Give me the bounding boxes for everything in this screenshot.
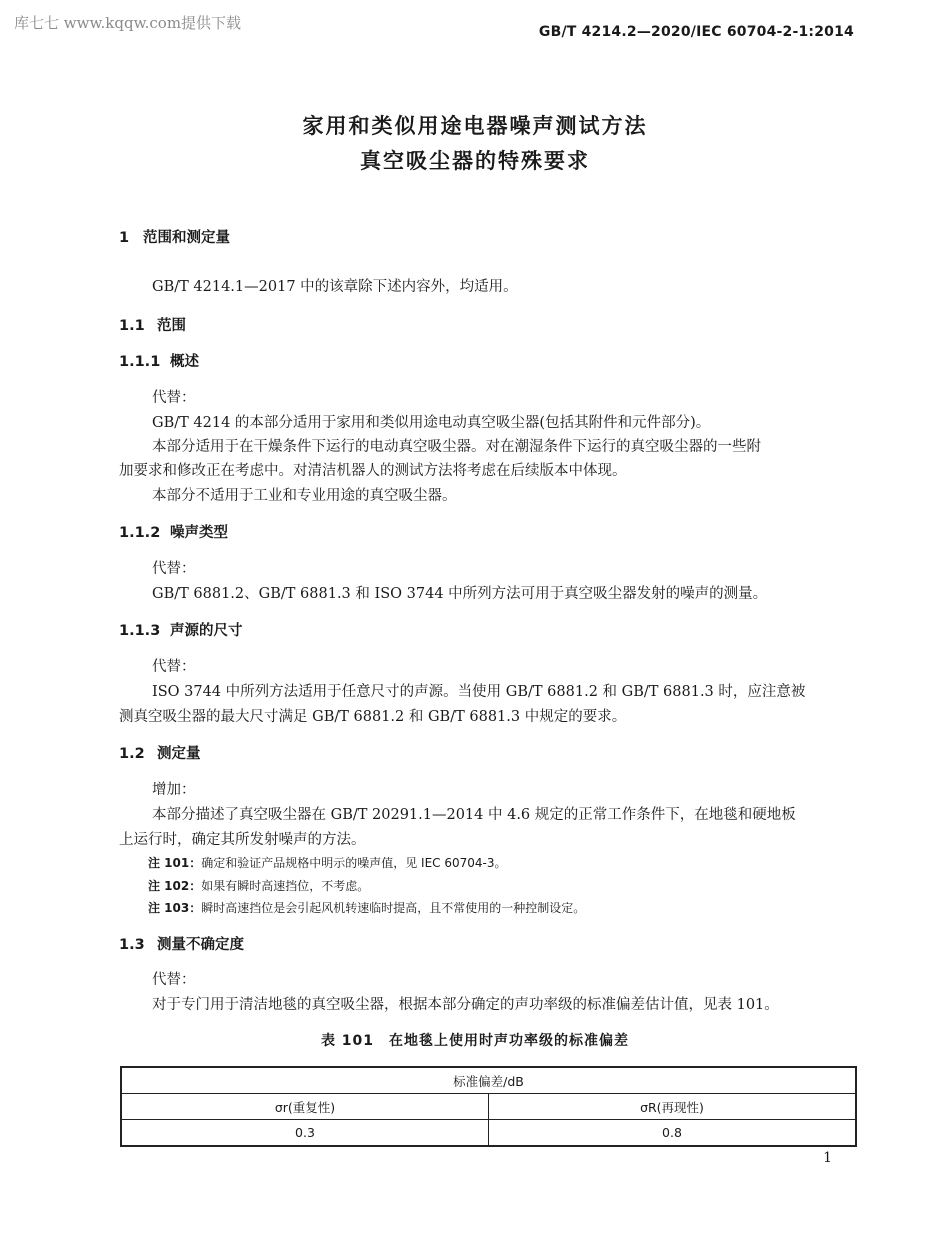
- section-title: 测量不确定度: [157, 937, 244, 953]
- replace-label: 代替：: [152, 659, 196, 675]
- document-title-line1: 家用和类似用途电器噪声测试方法: [302, 114, 648, 138]
- section-number: 1.1: [119, 318, 145, 334]
- section-number: 1.1.1: [119, 354, 161, 370]
- page-number: 1: [823, 1150, 832, 1166]
- paragraph: 本部分不适用于工业和专业用途的真空吸尘器。: [152, 488, 457, 504]
- document-title-line2: 真空吸尘器的特殊要求: [360, 149, 590, 173]
- watermark-text: 库七七 www.kqqw.com提供下载: [14, 14, 242, 32]
- note-text: 确定和验证产品规格中明示的噪声值，见 IEC 60704-3。: [201, 856, 507, 870]
- replace-label: 代替：: [152, 390, 196, 406]
- section-1-3-heading: [119, 933, 244, 954]
- note-101: [148, 854, 507, 871]
- note-102: [148, 877, 369, 894]
- replace-label: 代替：: [152, 561, 196, 577]
- section-number: 1.1.3: [119, 623, 161, 639]
- table-subheader-row: [121, 1094, 856, 1120]
- section-number: 1.3: [119, 937, 145, 953]
- section-title: 噪声类型: [170, 525, 228, 541]
- section-number: 1: [119, 230, 130, 246]
- note-103: [148, 899, 585, 916]
- table-caption: 表 101 在地毯上使用时声功率级的标准偏差: [320, 1033, 630, 1049]
- paragraph: ISO 3744 中所列方法适用于任意尺寸的声源。当使用 GB/T 6881.2 和 GB/T 6881.3 时，应注意被: [152, 684, 806, 700]
- table-101: [120, 1066, 857, 1147]
- add-label: 增加：: [152, 782, 196, 798]
- section-1-2-heading: [119, 742, 201, 763]
- section-title: 范围和测定量: [143, 230, 230, 246]
- table-cell-repeatability: 0.3: [121, 1120, 489, 1147]
- section-1-1-heading: [119, 314, 186, 335]
- section-title: 概述: [170, 354, 199, 370]
- table-row: [121, 1120, 856, 1147]
- paragraph: 对于专门用于清洁地毯的真空吸尘器，根据本部分确定的声功率级的标准偏差估计值，见表 101。: [152, 997, 779, 1013]
- note-label: 注 101：: [148, 856, 202, 870]
- section-title: 测定量: [157, 746, 201, 762]
- table-col-repeatability: σr(重复性): [121, 1094, 489, 1120]
- replace-label: 代替：: [152, 972, 196, 988]
- note-label: 注 102：: [148, 879, 202, 893]
- paragraph: GB/T 4214 的本部分适用于家用和类似用途电动真空吸尘器(包括其附件和元件部分)。: [152, 415, 711, 431]
- section-title: 范围: [157, 318, 186, 334]
- section-number: 1.1.2: [119, 525, 161, 541]
- note-text: 瞬时高速挡位是会引起风机转速临时提高，且不常使用的一种控制设定。: [201, 901, 586, 915]
- section-1-1-1-heading: [119, 350, 199, 371]
- standard-number: GB/T 4214.2—2020/IEC 60704-2-1:2014: [538, 24, 854, 40]
- table-header-row: [121, 1067, 856, 1094]
- paragraph: 本部分描述了真空吸尘器在 GB/T 20291.1—2014 中 4.6 规定的正常工作条件下，在地毯和硬地板: [152, 807, 796, 823]
- paragraph-continuation: 上运行时，确定其所发射噪声的方法。: [119, 832, 366, 848]
- note-label: 注 103：: [148, 901, 202, 915]
- section-1-1-2-heading: [119, 521, 228, 542]
- table-col-reproducibility: σR(再现性): [489, 1094, 857, 1120]
- table-cell-reproducibility: 0.8: [489, 1120, 857, 1147]
- paragraph: 本部分适用于在干燥条件下运行的电动真空吸尘器。对在潮湿条件下运行的真空吸尘器的一些附: [152, 439, 761, 455]
- section-1-1-3-heading: [119, 619, 243, 640]
- section-number: 1.2: [119, 746, 145, 762]
- paragraph-continuation: 加要求和修改正在考虑中。对清洁机器人的测试方法将考虑在后续版本中体现。: [119, 463, 627, 479]
- section-1-heading: [119, 226, 230, 247]
- table-header-cell: 标准偏差/dB: [121, 1067, 856, 1094]
- paragraph: GB/T 6881.2、GB/T 6881.3 和 ISO 3744 中所列方法可用于真空吸尘器发射的噪声的测量。: [152, 586, 768, 602]
- paragraph: GB/T 4214.1—2017 中的该章除下述内容外，均适用。: [152, 279, 518, 295]
- paragraph-continuation: 测真空吸尘器的最大尺寸满足 GB/T 6881.2 和 GB/T 6881.3 中规定的要求。: [119, 709, 627, 725]
- note-text: 如果有瞬时高速挡位，不考虑。: [201, 879, 370, 893]
- section-title: 声源的尺寸: [170, 623, 243, 639]
